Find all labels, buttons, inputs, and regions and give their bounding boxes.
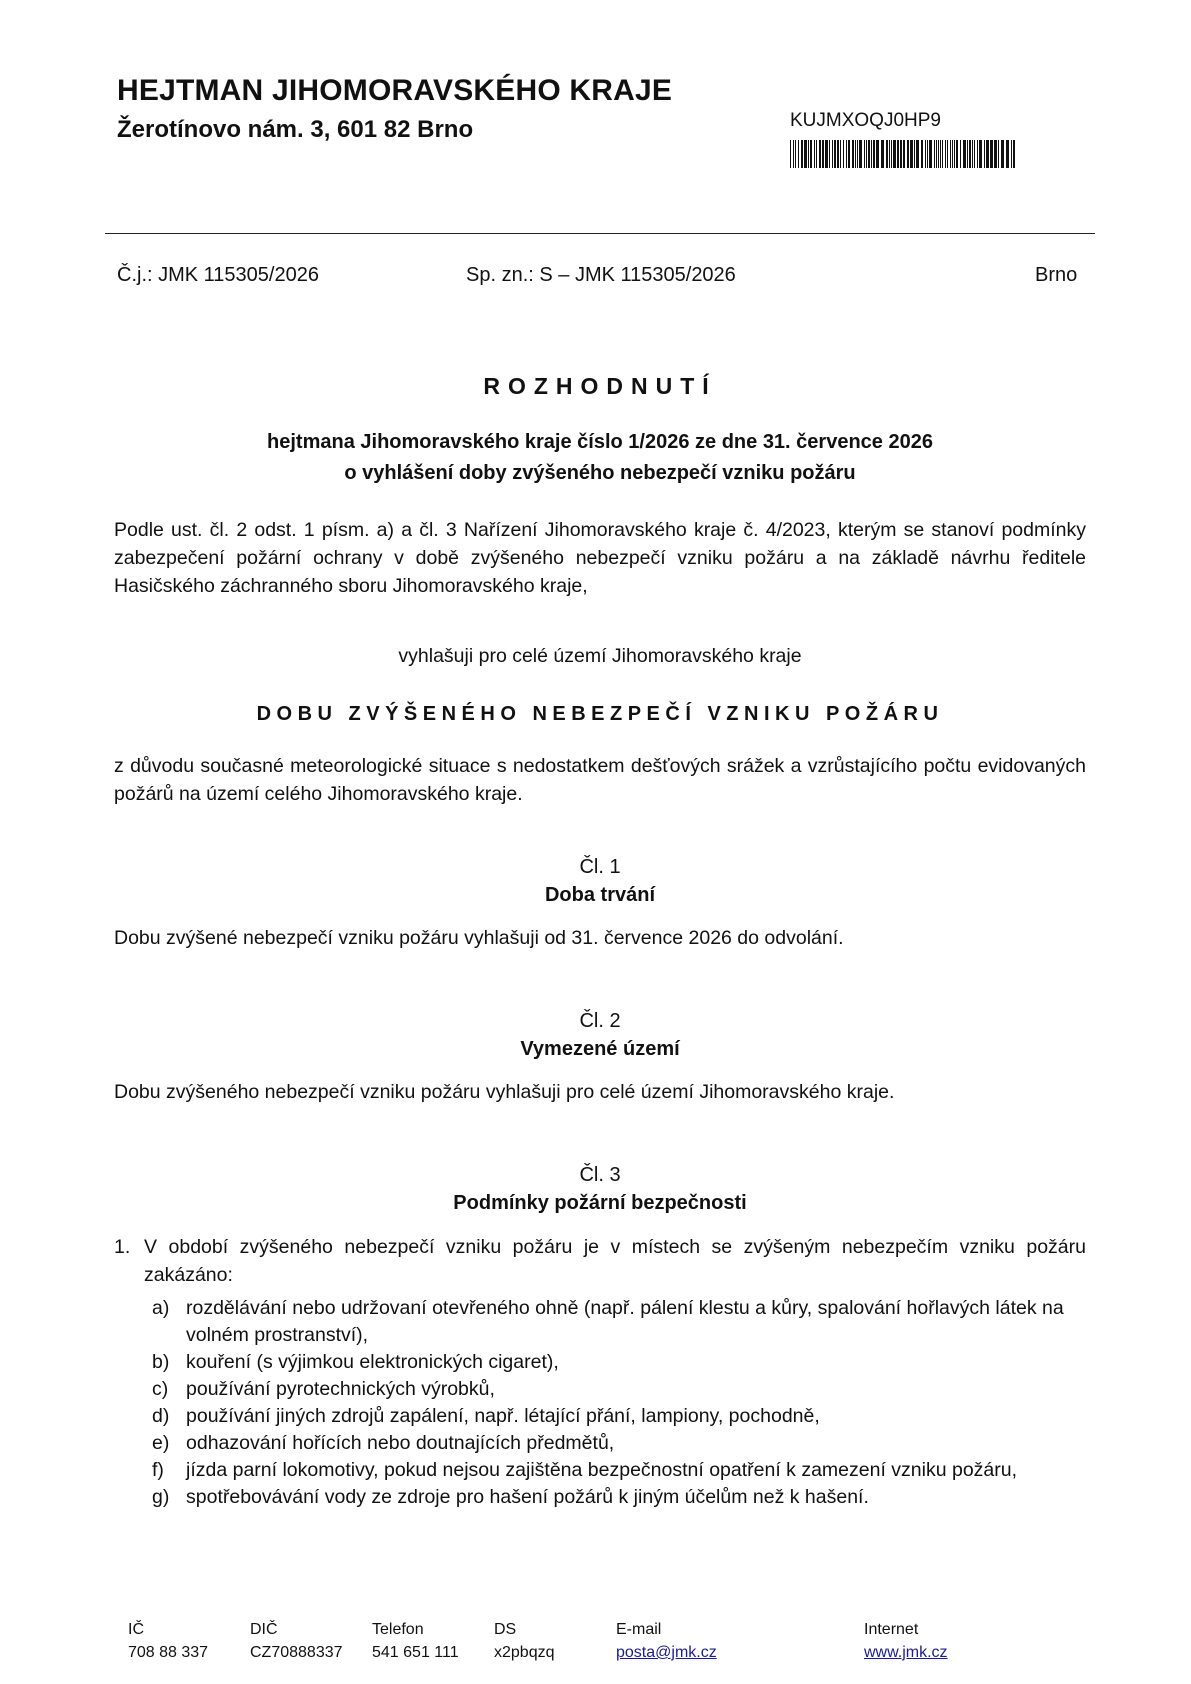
footer-internet-label: Internet	[864, 1621, 919, 1638]
list-item	[114, 1295, 1086, 1349]
list-item-label: g)	[152, 1486, 170, 1508]
article-1-text: Dobu zvýšené nebezpečí vzniku požáru vyhlašuji od 31. července 2026 do odvolání.	[114, 927, 844, 949]
place: Brno	[1035, 264, 1078, 286]
intro-paragraph: Podle ust. čl. 2 odst. 1 písm. a) a čl. 3 Nařízení Jihomoravského kraje č. 4/2023, kterým se stanoví podmínky zabezpečení požární ochrany v době zvýšeného nebezpečí vzniku požáru a na základě návrhu ředitele Hasičského záchranného sboru Jihomoravského kraje,	[114, 519, 1086, 597]
footer-ds	[494, 1618, 555, 1664]
list-item-label: d)	[152, 1405, 170, 1427]
footer-email	[616, 1618, 717, 1664]
footer-telephone-label: Telefon	[372, 1621, 424, 1638]
list-item-label: b)	[152, 1351, 170, 1373]
header-divider	[105, 233, 1095, 234]
list-item-text: jízda parní lokomotivy, pokud nejsou zajištěna bezpečnostní opatření k zamezení vzniku požáru,	[186, 1459, 1018, 1481]
list-item-text: používání jiných zdrojů zapálení, např. létající přání, lampiony, pochodně,	[186, 1405, 820, 1427]
list-item	[114, 1457, 1086, 1484]
declaration-title: DOBU ZVÝŠENÉHO NEBEZPEČÍ VZNIKU POŽÁRU	[256, 703, 944, 725]
barcode	[790, 140, 1015, 168]
footer-internet-link[interactable]: www.jmk.cz	[864, 1644, 948, 1661]
article-3-name: Podmínky požární bezpečnosti	[453, 1192, 747, 1214]
article-3-list	[114, 1233, 1086, 1289]
article-3-number: Čl. 3	[579, 1164, 621, 1186]
reference-number: Č.j.: JMK 115305/2026	[117, 264, 319, 286]
list-item-label: f)	[152, 1459, 164, 1481]
list-item	[114, 1376, 1086, 1403]
list-item-text: rozdělávání nebo udržovaní otevřeného ohně (např. pálení klestu a kůry, spalování hořlavých látek na volném prostranství),	[186, 1297, 1064, 1346]
list-item-label: e)	[152, 1432, 170, 1454]
footer-ic-value: 708 88 337	[128, 1644, 209, 1661]
footer-dic-label: DIČ	[250, 1621, 278, 1638]
article-1-name: Doba trvání	[544, 884, 656, 906]
reason-paragraph: z důvodu současné meteorologické situace s nedostatkem dešťových srážek a vzrůstajícího počtu evidovaných požárů na území celého Jihomoravského kraje.	[114, 755, 1086, 805]
authority-address: Žerotínovo nám. 3, 601 82 Brno	[117, 116, 474, 143]
footer-email-label: E-mail	[616, 1621, 662, 1638]
footer-ds-value: x2pbqzq	[494, 1644, 555, 1661]
list-item-label: c)	[152, 1378, 169, 1400]
footer-internet	[864, 1618, 948, 1664]
article-2-number: Čl. 2	[579, 1010, 621, 1032]
list-item-text: kouření (s výjimkou elektronických cigaret),	[186, 1351, 559, 1373]
list-item-text: používání pyrotechnických výrobků,	[186, 1378, 495, 1400]
footer-ds-label: DS	[494, 1621, 517, 1638]
list-number: 1.	[114, 1236, 131, 1258]
list-item	[114, 1484, 1086, 1511]
list-item	[114, 1349, 1086, 1376]
declaration: vyhlašuji pro celé území Jihomoravského kraje	[398, 645, 802, 667]
article-2-text: Dobu zvýšeného nebezpečí vzniku požáru vyhlašuji pro celé území Jihomoravského kraje.	[114, 1081, 895, 1103]
footer-email-link[interactable]: posta@jmk.cz	[616, 1644, 717, 1661]
list-item-text: odhazování hořících nebo doutnajících předmětů,	[186, 1432, 615, 1454]
list-item	[114, 1403, 1086, 1430]
list-item	[114, 1430, 1086, 1457]
list-item-text: spotřebovávání vody ze zdroje pro hašení požárů k jiným účelům než k hašení.	[186, 1486, 869, 1508]
article-2-name: Vymezené území	[520, 1038, 680, 1060]
decision-subtitle: hejtmana Jihomoravského kraje číslo 1/2026 ze dne 31. července 2026	[267, 431, 933, 453]
file-number: Sp. zn.: S – JMK 115305/2026	[466, 264, 736, 286]
footer-telephone	[372, 1618, 459, 1664]
decision-subject: o vyhlášení doby zvýšeného nebezpečí vzniku požáru	[344, 462, 856, 484]
list-item-label: a)	[152, 1297, 170, 1319]
footer-telephone-value: 541 651 111	[372, 1644, 459, 1661]
decision-title: ROZHODNUTÍ	[483, 373, 717, 399]
footer-ic	[128, 1618, 208, 1664]
footer-dic-value: CZ70888337	[250, 1644, 343, 1661]
document-id: KUJMXOQJ0HP9	[790, 110, 941, 131]
authority-title: HEJTMAN JIHOMORAVSKÉHO KRAJE	[117, 74, 673, 107]
article-1-number: Čl. 1	[579, 856, 621, 878]
prohibitions-list	[114, 1295, 1086, 1511]
list-intro: V období zvýšeného nebezpečí vzniku požáru je v místech se zvýšeným nebezpečím vzniku požáru zakázáno:	[144, 1236, 1086, 1286]
footer-dic	[250, 1618, 343, 1664]
footer-ic-label: IČ	[128, 1621, 144, 1638]
